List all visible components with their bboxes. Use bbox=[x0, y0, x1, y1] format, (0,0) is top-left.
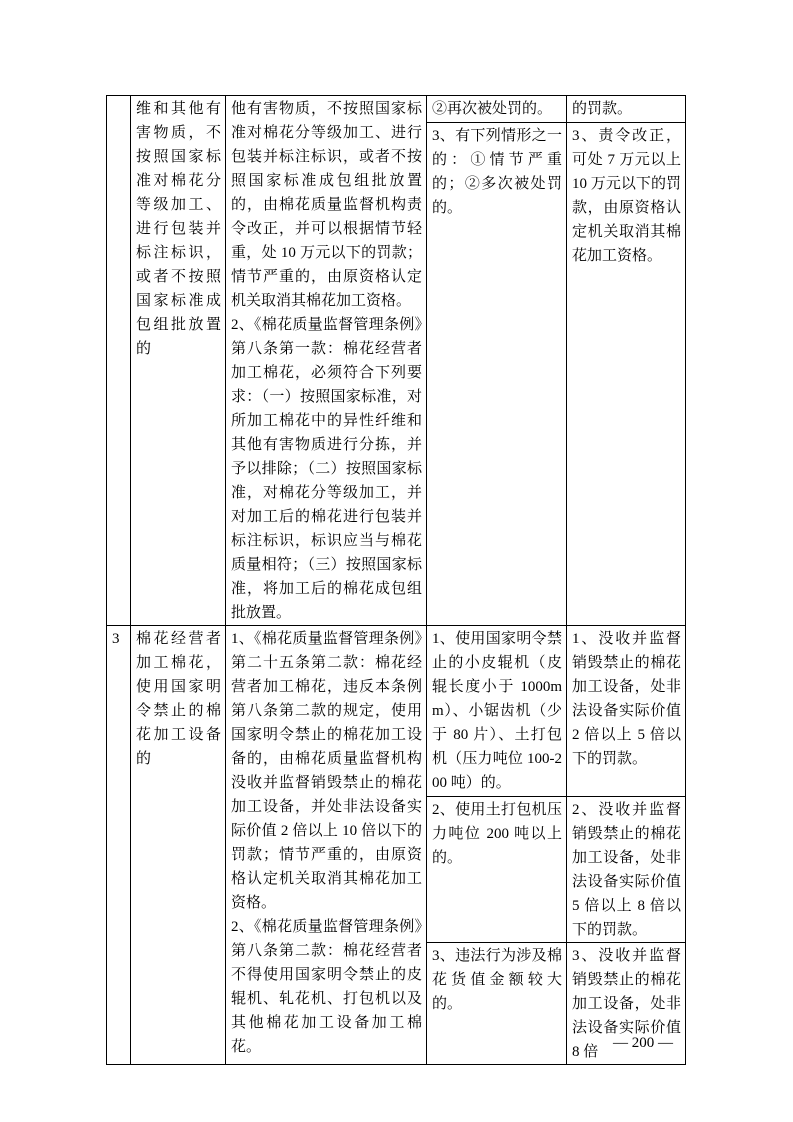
cell-row3-violation: 棉花经营者加工棉花，使用国家明令禁止的棉花加工设备的 bbox=[131, 626, 226, 1065]
paragraph: 1、《棉花质量监督管理条例》第二十五条第二款：棉花经营者加工棉花，违反本条例第八条第二款的规定，使用国家明令禁止的棉花加工设备的，由棉花质量监督机构没收并监督销毁禁止的棉花加工设备，并处非法设备实际价值 2 倍以上 10 倍以下的罚款；情节严重的，由原资格认定机关取消其棉花加工资格。 bbox=[231, 631, 422, 911]
paragraph: 2、《棉花质量监督管理条例》第八条第一款：棉花经营者加工棉花，必须符合下列要求：（一）按照国家标准，对所加工棉花中的异性纤维和其他有害物质进行分拣，并予以排除；（二）按照国家标准，对棉花分等级加工，并对加工后的棉花进行包装并标注标识，标识应当与棉花质量相符；（三）按照国家标准，将加工后的棉花成包组批放置。 bbox=[231, 317, 422, 621]
regulation-table bbox=[106, 95, 686, 1065]
cell-row2-number bbox=[107, 96, 131, 626]
cell-row3-circumstance-sub1: 1、使用国家明令禁止的小皮辊机（皮辊长度小于 1000mm）、小锯齿机（少于 80 片）、土打包机（压力吨位 100-200 吨）的。 bbox=[427, 626, 567, 797]
cell-row2-circumstance-sub1: ②再次被处罚的。 bbox=[427, 96, 567, 123]
page-number: — 200 — bbox=[613, 1035, 673, 1051]
cell-row3-penalty-sub1: 1、没收并监督销毁禁止的棉花加工设备，处非法设备实际价值 2 倍以上 5 倍以下的罚款。 bbox=[567, 626, 686, 797]
cell-row3-penalty-sub2: 2、没收并监督销毁禁止的棉花加工设备，处非法设备实际价值 5 倍以上 8 倍以下的罚款。 bbox=[567, 797, 686, 943]
cell-row2-legal-basis bbox=[226, 96, 427, 626]
cell-row3-circumstance-sub3: 3、违法行为涉及棉花货值金额较大的。 bbox=[427, 943, 567, 1065]
cell-row3-number: 3 bbox=[107, 626, 131, 1065]
cell-row2-circumstance-sub2: 3、有下列情形之一的：①情节严重的；②多次被处罚的。 bbox=[427, 123, 567, 626]
cell-row3-penalty-sub3: 3、没收并监督销毁禁止的棉花加工设备，处非法设备实际价值 8 倍 bbox=[567, 943, 686, 1065]
cell-row2-penalty-sub2: 3、责令改正，可处 7 万元以上 10 万元以下的罚款，由原资格认定机关取消其棉花加工资格。 bbox=[567, 123, 686, 626]
cell-row3-circumstance-sub2: 2、使用土打包机压力吨位 200 吨以上的。 bbox=[427, 797, 567, 943]
cell-row3-legal-basis bbox=[226, 626, 427, 1065]
cell-row2-penalty-sub1: 的罚款。 bbox=[567, 96, 686, 123]
paragraph: 他有害物质，不按照国家标准对棉花分等级加工、进行包装并标注标识，或者不按照国家标准成包组批放置的，由棉花质量监督机构责令改正，并可以根据情节轻重，处 10 万元以下的罚款；情节严重的，由原资格认定机关取消其棉花加工资格。 bbox=[231, 101, 422, 309]
cell-row2-violation: 维和其他有害物质，不按照国家标准对棉花分等级加工、进行包装并标注标识，或者不按照国家标准成包组批放置的 bbox=[131, 96, 226, 626]
paragraph: 2、《棉花质量监督管理条例》第八条第二款：棉花经营者不得使用国家明令禁止的皮辊机、轧花机、打包机以及其他棉花加工设备加工棉花。 bbox=[231, 919, 422, 1055]
